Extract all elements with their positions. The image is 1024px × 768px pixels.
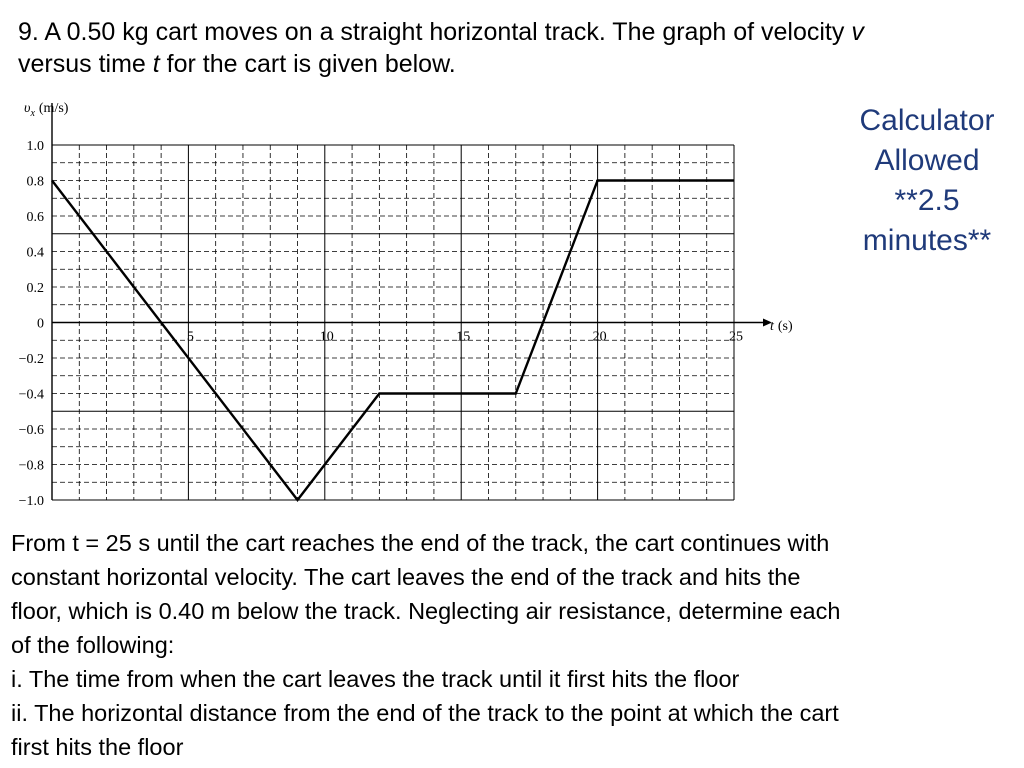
y-tick-label: −0.6 — [18, 423, 44, 438]
question-prefix: 9. A 0.50 kg cart moves on a straight horizontal track. The graph of velocity — [18, 18, 852, 46]
body-line: ii. The horizontal distance from the end of the track to the point at which the cart — [11, 700, 839, 726]
question-suffix: for the cart is given below. — [159, 50, 456, 78]
x-tick-label: 5 — [186, 329, 194, 345]
y-tick-label: 1.0 — [26, 139, 44, 154]
question-line2: versus time — [18, 50, 153, 78]
y-tick-label: −0.8 — [18, 458, 44, 474]
body-line: of the following: — [11, 632, 175, 658]
note-line: minutes** — [862, 224, 992, 257]
note-line: Allowed — [874, 144, 980, 177]
body-line: constant horizontal velocity. The cart leaves the end of the track and hits the — [11, 564, 801, 590]
time-symbol: t — [152, 50, 160, 78]
y-tick-labels — [19, 139, 44, 509]
x-axis-label: t (s) — [770, 319, 793, 334]
x-tick-label: 10 — [319, 329, 334, 345]
y-tick-label: 0.4 — [26, 245, 44, 261]
x-tick-label: 25 — [729, 329, 743, 345]
body-line: first hits the floor — [11, 734, 184, 760]
y-tick-label: 0.6 — [26, 210, 44, 225]
velocity-symbol: v — [851, 18, 864, 46]
y-tick-label: 0.2 — [26, 281, 44, 296]
body-line: i. The time from when the cart leaves the track until it first hits the floor — [11, 666, 740, 692]
x-tick-label: 20 — [592, 329, 607, 345]
x-tick-label: 15 — [456, 329, 471, 345]
body-line: floor, which is 0.40 m below the track. Neglecting air resistance, determine each — [11, 598, 841, 624]
y-tick-label: 0 — [37, 316, 44, 332]
body-line: From t = 25 s until the cart reaches the end of the track, the cart continues with — [11, 530, 830, 556]
note-line: **2.5 — [894, 184, 960, 217]
note-line: Calculator — [859, 104, 995, 137]
problem-body — [11, 526, 1021, 764]
y-tick-label: −0.4 — [18, 387, 44, 403]
y-tick-label: −0.2 — [18, 352, 44, 367]
velocity-time-chart — [0, 92, 840, 512]
y-tick-label: −1.0 — [18, 494, 44, 509]
calculator-note — [840, 101, 1014, 261]
y-axis-label: $\upsilon_x$ (m/s) — [24, 101, 69, 119]
question-text — [18, 16, 998, 80]
y-tick-label: 0.8 — [26, 174, 44, 190]
